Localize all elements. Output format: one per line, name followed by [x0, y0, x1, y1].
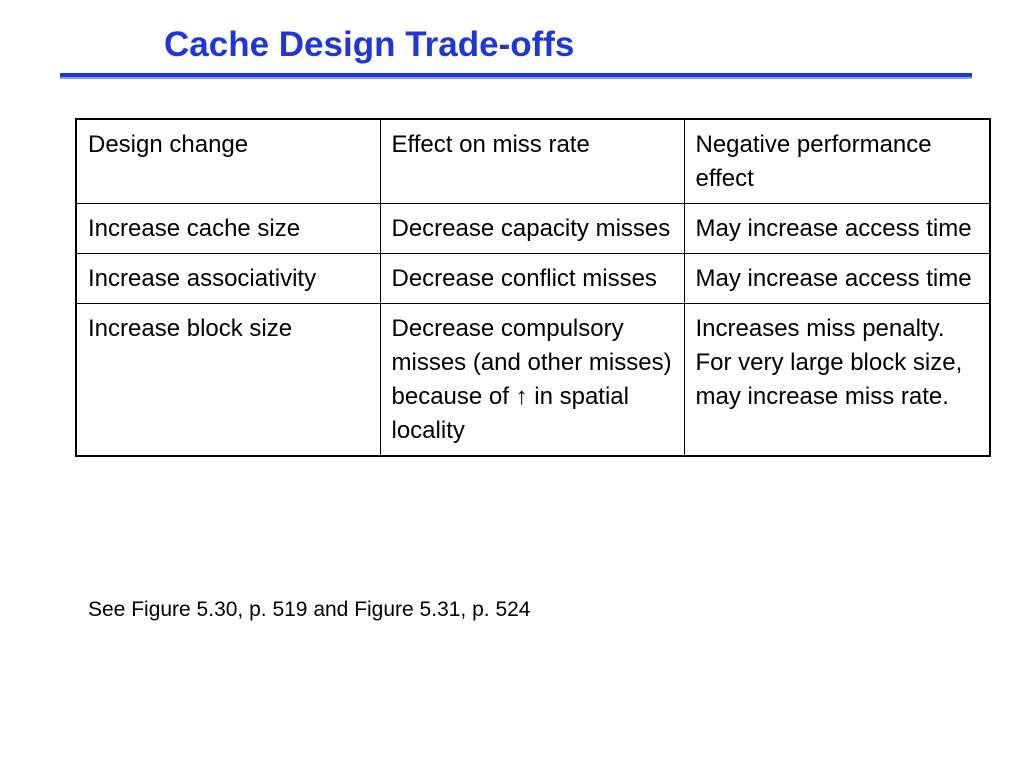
trade-offs-table: [75, 118, 991, 457]
cell-effect-on-miss-rate: Decrease conflict misses: [380, 254, 684, 304]
title-underline: [60, 73, 972, 77]
cell-negative-effect: May increase access time: [684, 204, 990, 254]
cell-design-change: Increase cache size: [76, 204, 380, 254]
cell-design-change: Increase block size: [76, 304, 380, 457]
table-header-row: [76, 119, 990, 204]
slide-title: Cache Design Trade-offs: [164, 25, 575, 64]
table-row: [76, 254, 990, 304]
cell-effect-on-miss-rate: Decrease capacity misses: [380, 204, 684, 254]
header-negative-performance-effect: Negative performance effect: [684, 119, 990, 204]
table-row: [76, 204, 990, 254]
cell-effect-on-miss-rate: Decrease compulsory misses (and other misses) because of ↑ in spatial locality: [380, 304, 684, 457]
cell-design-change: Increase associativity: [76, 254, 380, 304]
cell-negative-effect: Increases miss penalty. For very large block size, may increase miss rate.: [684, 304, 990, 457]
header-effect-on-miss-rate: Effect on miss rate: [380, 119, 684, 204]
figure-reference-footnote: See Figure 5.30, p. 519 and Figure 5.31, p. 524: [88, 598, 531, 621]
header-design-change: Design change: [76, 119, 380, 204]
cell-negative-effect: May increase access time: [684, 254, 990, 304]
table-row: [76, 304, 990, 457]
